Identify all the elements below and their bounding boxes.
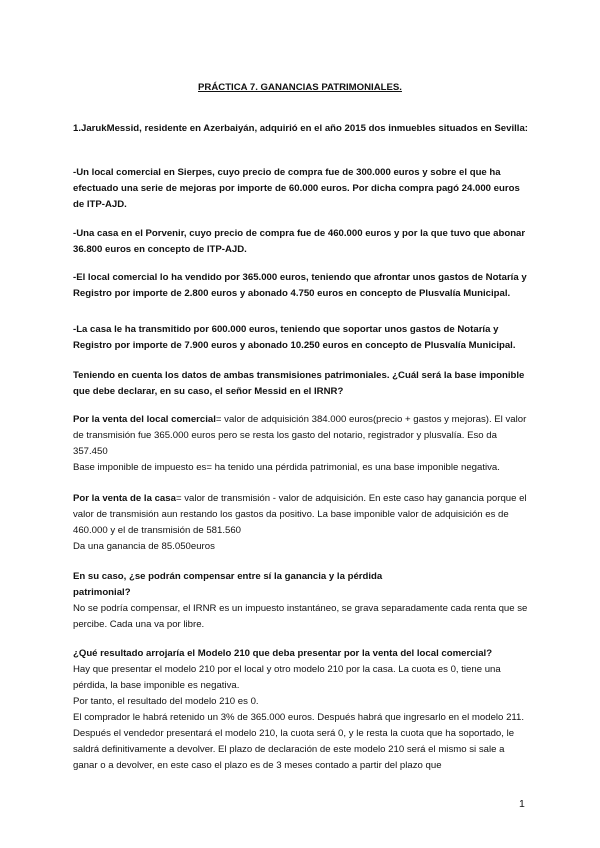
answer-local	[73, 412, 531, 476]
item-local-purchase: -Un local comercial en Sierpes, cuyo precio de compra fue de 300.000 euros y sobre el que ha efectuado una serie de mejoras por importe de 60.000 euros. Por dicha compra pagó 24.000 euros de ITP-AJD.	[73, 167, 520, 210]
answer-modelo-210-line: Hay que presentar el modelo 210 por el local y otro modelo 210 por la casa. La cuota es 0, tiene una pérdida, la base imponible es negativa.	[73, 664, 501, 691]
question-compensar	[73, 569, 531, 601]
item-casa-purchase: -Una casa en el Porvenir, cuyo precio de compra fue de 460.000 euros y por la que tuvo que abonar 36.800 euros en concepto de ITP-AJD.	[73, 228, 526, 255]
page-title: PRÁCTICA 7. GANANCIAS PATRIMONIALES.	[198, 82, 402, 93]
intro-paragraph: 1.JarukMessid, residente en Azerbaiyán, adquirió en el año 2015 dos inmuebles situados en Sevilla:	[73, 123, 528, 134]
question-base-imponible: Teniendo en cuenta los datos de ambas transmisiones patrimoniales. ¿Cuál será la base imponible que debe declarar, en su caso, el señor Messid en el IRNR?	[73, 370, 525, 397]
answer-compensar: No se podría compensar, el IRNR es un impuesto instantáneo, se grava separadamente cada renta que se percibe. Cada una va por libre.	[73, 603, 528, 630]
answer-modelo-210	[73, 662, 531, 774]
answer-casa-text: = valor de transmisión - valor de adquisición. En este caso hay ganancia porque el valor de transmisión aun restando los gastos da positivo. La base imponible valor de adquisición es de 460.000 y el de transmisión de 581.560	[73, 493, 527, 536]
question-compensar-line2: patrimonial?	[73, 587, 131, 598]
item-casa-sale: -La casa le ha transmitido por 600.000 euros, teniendo que soportar unos gastos de Notaría y Registro por importe de 7.900 euros y abonado 10.250 euros en concepto de Plusvalía Municipal.	[73, 324, 516, 351]
answer-casa	[73, 491, 531, 555]
question-compensar-line1: En su caso, ¿se podrán compensar entre sí la ganancia y la pérdida	[73, 571, 383, 582]
page-number: 1	[519, 798, 525, 810]
answer-casa-line2: Da una ganancia de 85.050euros	[73, 541, 215, 552]
answer-casa-label: Por la venta de la casa	[73, 493, 176, 504]
item-local-sale: -El local comercial lo ha vendido por 365.000 euros, teniendo que afrontar unos gastos de Notaría y Registro por importe de 2.800 euros y abonado 4.750 euros en concepto de Plusvalía Municipal.	[73, 272, 527, 299]
answer-local-line2: Base imponible de impuesto es= ha tenido una pérdida patrimonial, es una base imponible negativa.	[73, 462, 500, 473]
answer-local-label: Por la venta del local comercial	[73, 414, 216, 425]
question-modelo-210: ¿Qué resultado arrojaría el Modelo 210 que deba presentar por la venta del local comercial?	[73, 648, 493, 659]
answer-modelo-210-line: El comprador le habrá retenido un 3% de 365.000 euros. Después habrá que ingresarlo en el modelo 211. Después el vendedor presentará el modelo 210, la cuota será 0, y le resta la cuota que ha soportado, le saldrá definitivamente a devolver. El plazo de declaración de este modelo 210 será el mismo si sale a ganar o a devolver, en este caso el plazo es de 3 meses contado a partir del plazo que	[73, 712, 525, 771]
answer-modelo-210-line: Por tanto, el resultado del modelo 210 es 0.	[73, 696, 259, 707]
answer-local-text: = valor de adquisición 384.000 euros(precio + gastos y mejoras). El valor de transmisión fue 365.000 euros pero se resta los gasto del notario, registrador y plusvalía. Eso da 357.450	[73, 414, 527, 457]
